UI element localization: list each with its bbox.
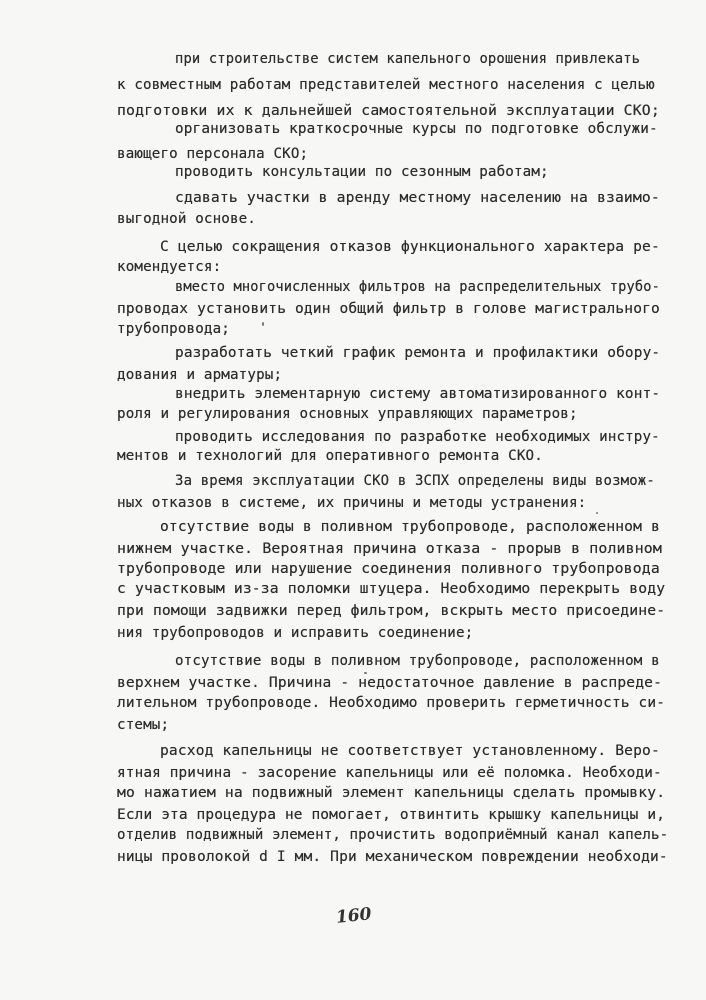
text-line: С целью сокращения отказов функционального характера ре- (160, 239, 660, 255)
text-line: дования и арматуры; (117, 367, 283, 383)
text-line: подготовки их к дальнейшей самостоятельной эксплуатации СКО; (117, 103, 660, 119)
text-line: проводить консультации по сезонным работам; (175, 164, 549, 180)
text-line: сдавать участки в аренду местному населению на взаимо- (175, 190, 660, 206)
text-line: при помощи задвижки перед фильтром, вскрыть место присоедине- (117, 603, 666, 619)
text-line: проводах установить один общий фильтр в голове магистрального (117, 301, 660, 317)
text-line: с участковым из-за поломки штуцера. Необходимо перекрыть воду (117, 581, 666, 597)
text-line: отсутствие воды в поливном трубопроводе, расположенном в (175, 653, 660, 669)
text-line: внедрить элементарную систему автоматизированного конт- (175, 386, 661, 402)
text-line: отсутствие воды в поливном трубопроводе, расположенном в (160, 519, 660, 535)
text-line: вающего персонала СКО; (117, 146, 309, 162)
scan-speck (364, 672, 367, 674)
text-line: лительном трубопроводе. Необходимо проверить герметичность си- (117, 695, 666, 711)
text-line: ных отказов в системе, их причины и методы устранения: (117, 495, 587, 511)
scan-speck (596, 512, 598, 514)
text-line: нижнем участке. Вероятная причина отказа - прорыв в поливном (117, 541, 662, 557)
text-line: комендуется: (117, 259, 222, 275)
text-line: Если эта процедура не помогает, отвинтить крышку капельницы и, (117, 807, 666, 823)
text-line: к совместным работам представителей местного населения с целью (117, 77, 655, 93)
text-line: ницы проволокой d I мм. При механическом повреждении необходи- (117, 849, 668, 865)
text-line: расход капельницы не соответствует установленному. Веро- (160, 743, 660, 759)
text-line: выгодной основе. (117, 211, 257, 227)
text-line: трубопроводе или нарушение соединения поливного трубопровода (117, 561, 660, 577)
text-line: ния трубопроводов и исправить соединение; (117, 625, 474, 641)
text-line: верхнем участке. Причина - недостаточное давление в распреде- (117, 675, 663, 691)
text-line: трубопровода; (117, 321, 230, 337)
text-line: разработать четкий график ремонта и профилактики обору- (175, 345, 661, 361)
text-line: За время эксплуатации СКО в ЗСПХ определены виды возмож- (175, 473, 655, 489)
text-line: организовать краткосрочные курсы по подготовке обслужи- (175, 121, 658, 137)
text-line: вместо многочисленных фильтров на распределительных трубо- (175, 279, 660, 295)
page-number: 160 (335, 904, 373, 928)
text-line: роля и регулирования основных управляющих параметров; (117, 406, 578, 422)
text-line: проводить исследования по разработке необходимых инстру- (175, 429, 660, 445)
scan-speck (262, 322, 264, 326)
text-line: ятная причина - засорение капельницы или её поломка. Необходи- (117, 765, 662, 781)
text-line: мо нажатием на подвижный элемент капельницы сделать промывку. (117, 785, 666, 801)
text-line: отделив подвижный элемент, прочистить водоприёмный канал капель- (117, 827, 669, 843)
text-line: ментов и технологий для оперативного ремонта СКО. (117, 448, 543, 464)
text-line: при строительстве систем капельного орошения привлекать (175, 51, 641, 67)
text-line: стемы; (117, 717, 170, 733)
